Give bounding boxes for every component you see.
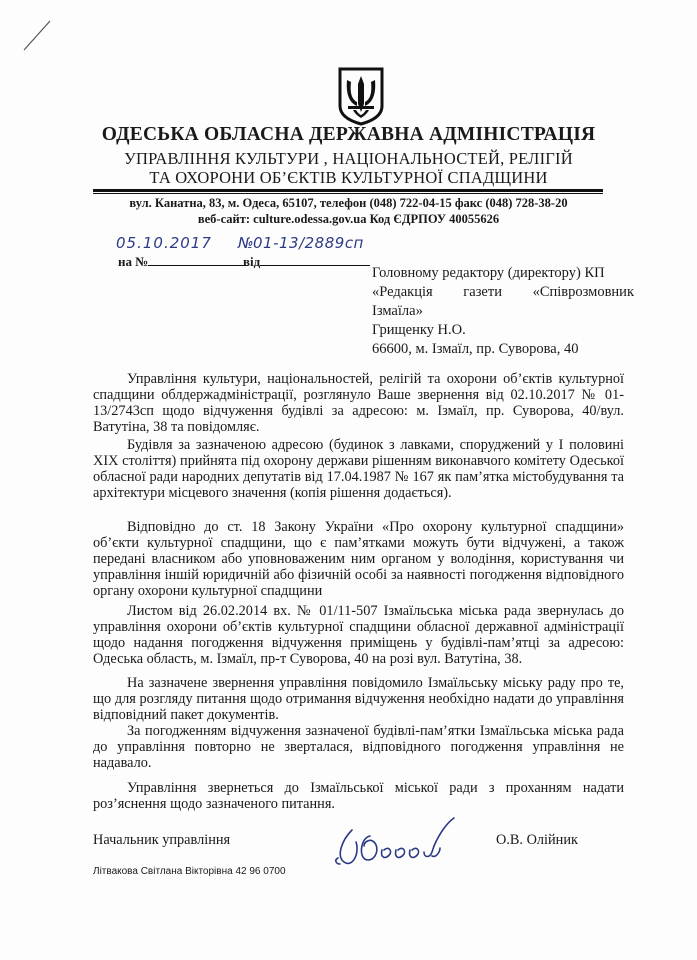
department-name-line2: ТА ОХОРОНИ ОБ’ЄКТІВ КУЛЬТУРНОЇ СПАДЩИНИ [149,168,548,187]
contact-address: вул. Канатна, 83, м. Одеса, 65107, телефон (048) 722-04-15 факс (048) 728-38-20 [129,196,568,210]
recipient-line-1: Головному редактору (директору) КП [372,265,605,281]
signatory-name: О.В. Олійник [496,832,578,848]
handwritten-signature [330,812,470,870]
recipient-line-4: Грищенку Н.О. [372,322,466,338]
paragraph-5: На зазначене звернення управління повідомило Ізмаїльську міську раду про те, що для розгляду питання щодо отримання відчуження необхідно надати до управління відповідний пакет документів. [93,675,624,723]
header-divider [93,189,603,192]
recipient-line-3: Ізмаїла» [372,303,423,319]
outgoing-number-label: на № [118,254,149,269]
paragraph-3: Відповідно до ст. 18 Закону України «Про охорону культурної спадщини» об’єкти культурної спадщини, що є пам’ятками можуть бути відчужені, а також передані власником або уповноваженим ним органом у володіння, користування чи управління іншій юридичній або фізичній особі за наявності погодження відповідного органу охорони культурної спадщини [93,519,624,599]
paragraph-4: Листом від 26.02.2014 вх. № 01/11-507 Ізмаїльська міська рада звернулась до управління охорони об’єктів культурної спадщини обласної державної адміністрації щодо надання погодження відчуження приміщень у будівлі-пам’ятці за адресою: Одеська область, м. Ізмаїл, пр-т Суворова, 40 на розі вул. Ватутіна, 38. [93,603,624,667]
outgoing-date-field [243,254,370,270]
executor-info: Літвакова Світлана Вікторівна 42 96 0700 [93,866,286,877]
handwritten-number: 01-13/2889сп [253,234,364,252]
paragraph-7: Управління звернеться до Ізмаїльської міської ради з проханням надати роз’яснення щодо зазначеного питання. [93,780,624,812]
recipient-line-5: 66600, м. Ізмаїл, пр. Суворова, 40 [372,341,579,357]
header-divider-thin [93,193,603,194]
paragraph-1: Управління культури, національностей, релігій та охорони об’єктів культурної спадщини облдержадміністрації, розглянуло Ваше звернення від 02.10.2017 № 01-13/2743сп щодо відчуження будівлі за адресою: м. Ізмаїл, пр. Суворова, 40/вул. Ватутіна, 38 та повідомляє. [93,371,624,435]
outgoing-number-field [118,254,248,270]
signatory-title: Начальник управління [93,832,231,848]
contact-website: веб-сайт: culture.odessa.gov.ua Код ЄДРПОУ 40055626 [197,212,500,226]
paragraph-6: За погодженням відчуження зазначеної будівлі-пам’ятки Ізмаїльська міська рада до управління повторно не зверталася, відповідного погодження управління не надавало. [93,723,624,771]
trident-emblem-icon [336,66,386,126]
recipient-line-2: «Редакція газети «Співрозмовник [372,284,634,300]
recipient-block [372,264,634,359]
handwritten-number-sign: № [238,234,254,252]
paragraph-2: Будівля за зазначеною адресою (будинок з лавками, споруджений у І половині ХІХ століття) прийнята під охорону держави рішенням виконавчого комітету Одеської обласної ради народних депутатів від 17.04.1987 № 167 як пам’ятка містобудування та архітектури місцевого значення (копія рішення додається). [93,437,624,501]
handwritten-date: 05.10.2017 [116,234,212,252]
pen-stroke-mark [22,18,52,52]
organization-name: ОДЕСЬКА ОБЛАСНА ДЕРЖАВНА АДМІНІСТРАЦІЯ [101,124,596,145]
outgoing-date-label: від [243,254,261,269]
department-name-line1: УПРАВЛІННЯ КУЛЬТУРИ , НАЦІОНАЛЬНОСТЕЙ, РЕЛІГІЙ [124,149,573,168]
